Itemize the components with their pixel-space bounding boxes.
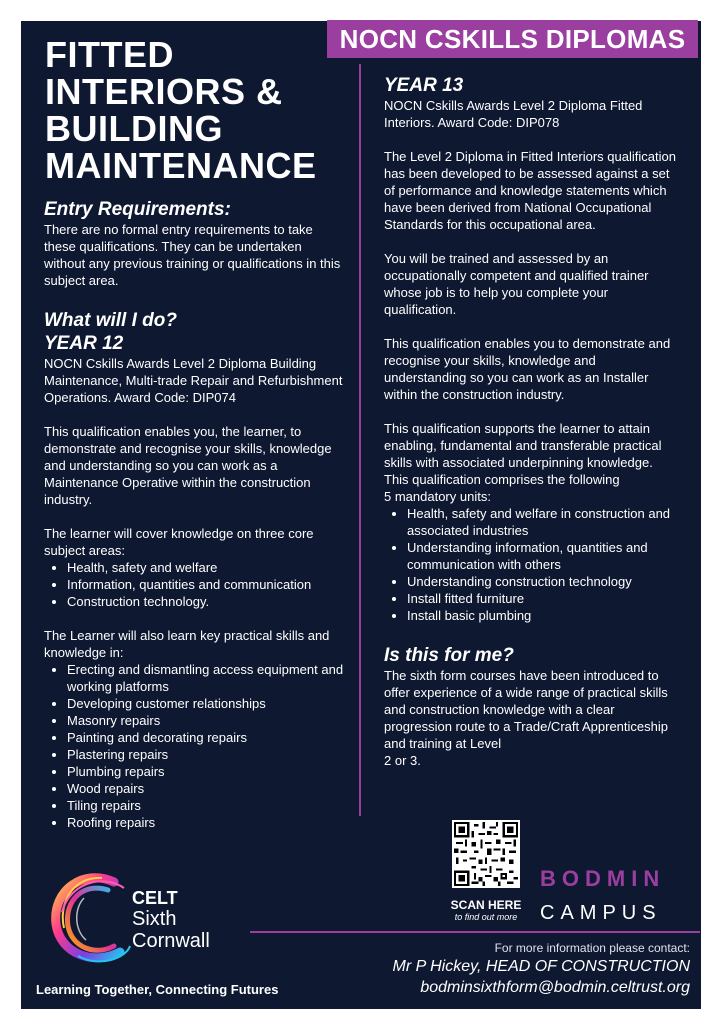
list-item: • Plastering repairs xyxy=(67,746,344,763)
footer-divider xyxy=(250,931,700,933)
banner: NOCN CSKILLS DIPLOMAS xyxy=(327,20,698,58)
year13-award: NOCN Cskills Awards Level 2 Diploma Fitted Interiors. Award Code: DIP078 xyxy=(384,98,643,130)
year13-paragraph: This qualification enables you to demonstrate and recognise your skills, knowledge and understanding so you can work as an Installer within the construction industry. xyxy=(384,336,671,402)
list-item: • Roofing repairs xyxy=(67,814,344,831)
page-title xyxy=(45,36,345,184)
list-item: • Developing customer relationships xyxy=(67,695,344,712)
list-item: • Tiling repairs xyxy=(67,797,344,814)
title-line: MAINTENANCE xyxy=(45,145,317,186)
title-line: BUILDING xyxy=(45,108,223,149)
year13-paragraph: You will be trained and assessed by an occupationally competent and qualified trainer whose job is to help you complete your qualification. xyxy=(384,251,649,317)
year12-paragraph: The Learner will also learn key practical skills and knowledge in: xyxy=(44,628,330,660)
qr-code[interactable] xyxy=(452,820,520,888)
list-item: • Install fitted furniture xyxy=(407,590,680,607)
what-heading: What will I do? xyxy=(44,310,177,331)
list-item: • Understanding construction technology xyxy=(407,573,680,590)
campus-name: BODMIN xyxy=(540,866,666,891)
logo-line: Sixth xyxy=(132,908,177,930)
forme-text: The sixth form courses have been introduced to offer experience of a wide range of practical skills and construction knowledge with a clear progression route to a Trade/Craft Apprenticeship and training at Level xyxy=(384,668,668,751)
list-item: • Understanding information, quantities and communication with others xyxy=(407,539,680,573)
logo-line: Cornwall xyxy=(132,930,210,952)
qr-code-icon xyxy=(454,822,518,886)
scan-sublabel: to find out more xyxy=(454,912,518,922)
logo-line: CELT xyxy=(132,888,178,908)
left-column xyxy=(44,198,344,831)
list-item: • Install basic plumbing xyxy=(407,607,680,624)
list-item: • Plumbing repairs xyxy=(67,763,344,780)
year12-paragraph: The learner will cover knowledge on three core subject areas: xyxy=(44,526,314,558)
year13-heading: YEAR 13 xyxy=(384,75,464,96)
year13-paragraph: 5 mandatory units: xyxy=(384,489,491,504)
logo-wordmark xyxy=(132,888,210,952)
year12-award: NOCN Cskills Awards Level 2 Diploma Building Maintenance, Multi-trade Repair and Refurbishment Operations. Award Code: DIP074 xyxy=(44,356,343,405)
right-column xyxy=(384,74,680,769)
list-item: • Erecting and dismantling access equipment and working platforms xyxy=(67,661,344,695)
list-item: • Information, quantities and communication xyxy=(67,576,344,593)
entry-heading: Entry Requirements: xyxy=(44,199,231,220)
qr-caption xyxy=(436,898,536,923)
contact-email[interactable]: bodminsixthform@bodmin.celtrust.org xyxy=(420,979,690,996)
list-item: • Construction technology. xyxy=(67,593,344,610)
year13-paragraph: The Level 2 Diploma in Fitted Interiors qualification has been developed to be assessed against a set of performance and knowledge statements which have been derived from National Occupational Standards for this occupational area. xyxy=(384,149,676,232)
year12-heading: YEAR 12 xyxy=(44,333,124,354)
campus-label: CAMPUS xyxy=(540,902,662,924)
list-item: • Wood repairs xyxy=(67,780,344,797)
entry-text: There are no formal entry requirements to take these qualifications. They can be undertaken without any previous training or qualifications in this subject area. xyxy=(44,222,341,288)
list-item: • Health, safety and welfare in construction and associated industries xyxy=(407,505,680,539)
core-areas-list xyxy=(44,559,344,610)
forme-heading: Is this for me? xyxy=(384,645,514,666)
tagline: Learning Together, Connecting Futures xyxy=(36,982,279,997)
list-item: • Health, safety and welfare xyxy=(67,559,344,576)
units-list xyxy=(384,505,680,624)
title-line: INTERIORS & xyxy=(45,71,283,112)
contact-block xyxy=(360,940,690,998)
year13-paragraph: This qualification supports the learner to attain enabling, fundamental and transferable practical skills with associated underpinning knowledge. This qualification comprises the following xyxy=(384,421,662,487)
column-divider xyxy=(359,64,361,816)
scan-label: SCAN HERE xyxy=(450,898,522,912)
year12-paragraph: This qualification enables you, the learner, to demonstrate and recognise your skills, knowledge and understanding so you can work as a Maintenance Operative within the construction industry. xyxy=(44,424,332,507)
list-item: • Masonry repairs xyxy=(67,712,344,729)
contact-intro: For more information please contact: xyxy=(494,941,690,955)
list-item: • Painting and decorating repairs xyxy=(67,729,344,746)
contact-name: Mr P Hickey, HEAD OF CONSTRUCTION xyxy=(392,958,690,975)
practical-skills-list xyxy=(44,661,344,831)
title-line: FITTED xyxy=(45,34,174,75)
forme-text: 2 or 3. xyxy=(384,753,421,768)
